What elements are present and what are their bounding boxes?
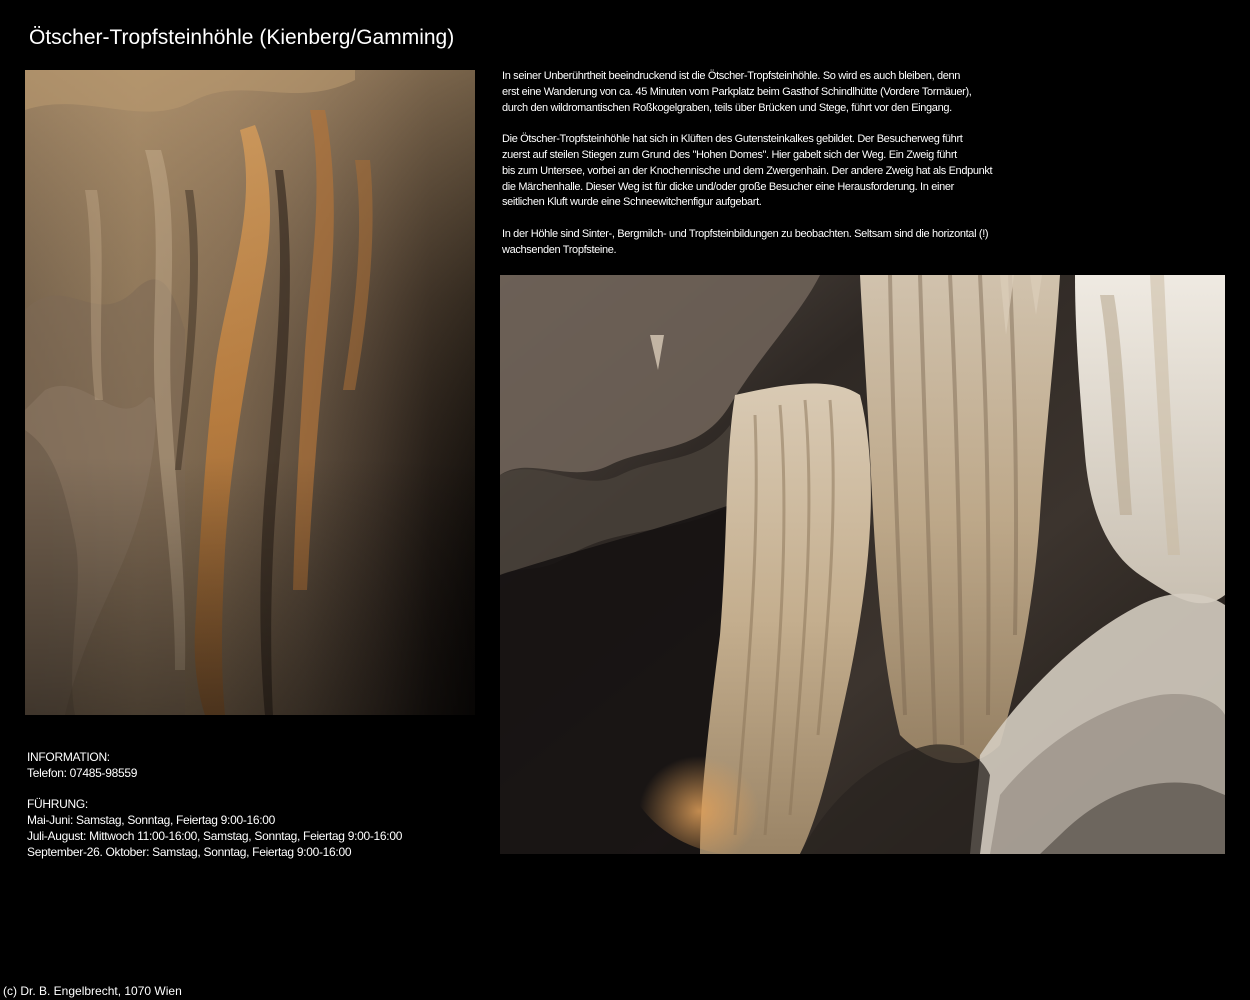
description-line: wachsenden Tropfsteine. — [502, 243, 617, 256]
description-line: Die Ötscher-Tropfsteinhöhle hat sich in Klüften des Gutensteinkalkes gebildet. Der Besucherweg führt — [502, 133, 963, 146]
copyright-notice: (c) Dr. B. Engelbrecht, 1070 Wien — [3, 984, 182, 998]
tour-schedule-line: Mai-Juni: Samstag, Sonntag, Feiertag 9:00-16:00 — [27, 813, 276, 828]
description-line: In seiner Unberührtheit beeindruckend ist die Ötscher-Tropfsteinhöhle. So wird es auch bleiben, denn — [502, 70, 961, 82]
cave-description — [502, 69, 1102, 274]
description-line: die Märchenhalle. Dieser Weg ist für dicke und/oder große Besucher eine Herausforderung. In einer — [502, 180, 954, 193]
description-line: erst eine Wanderung von ca. 45 Minuten vom Parkplatz beim Gasthof Schindlhütte (Vordere Tormäuer), — [502, 85, 972, 98]
description-paragraph — [502, 132, 1102, 211]
info-spacer — [27, 782, 402, 798]
description-line: seitlichen Kluft wurde eine Schneewitchenfigur aufgebart. — [502, 196, 762, 209]
cave-stalactites-photo — [500, 275, 1225, 854]
phone-number: Telefon: 07485-98559 — [27, 765, 138, 780]
tour-schedule-line: September-26. Oktober: Samstag, Sonntag, Feiertag 9:00-16:00 — [27, 844, 352, 859]
tour-schedule-line: Juli-August: Mittwoch 11:00-16:00, Samstag, Sonntag, Feiertag 9:00-16:00 — [27, 828, 403, 843]
cave-stalactites-image — [500, 275, 1225, 854]
description-paragraph — [502, 69, 1102, 116]
page-title: Ötscher-Tropfsteinhöhle (Kienberg/Gamming) — [29, 26, 455, 49]
description-line: durch den wildromantischen Roßkogelgraben, teils über Brücken und Stege, führt vor den Eingang. — [502, 101, 952, 114]
description-paragraph — [502, 227, 1102, 259]
description-line: zuerst auf steilen Stiegen zum Grund des "Hohen Domes". Hier gabelt sich der Weg. Ein Zweig führt — [502, 148, 957, 161]
cave-flowstone-photo — [25, 70, 475, 715]
cave-flowstone-image — [25, 70, 475, 715]
description-line: In der Höhle sind Sinter-, Bergmilch- und Tropfsteinbildungen zu beobachten. Seltsam sind die horizontal (!) — [502, 227, 989, 240]
info-heading: INFORMATION: — [27, 750, 110, 764]
tour-heading: FÜHRUNG: — [27, 797, 88, 812]
description-line: bis zum Untersee, vorbei an der Knochennische und dem Zwergenhain. Der andere Zweig hat als Endpunkt — [502, 164, 993, 177]
info-block — [27, 750, 402, 861]
